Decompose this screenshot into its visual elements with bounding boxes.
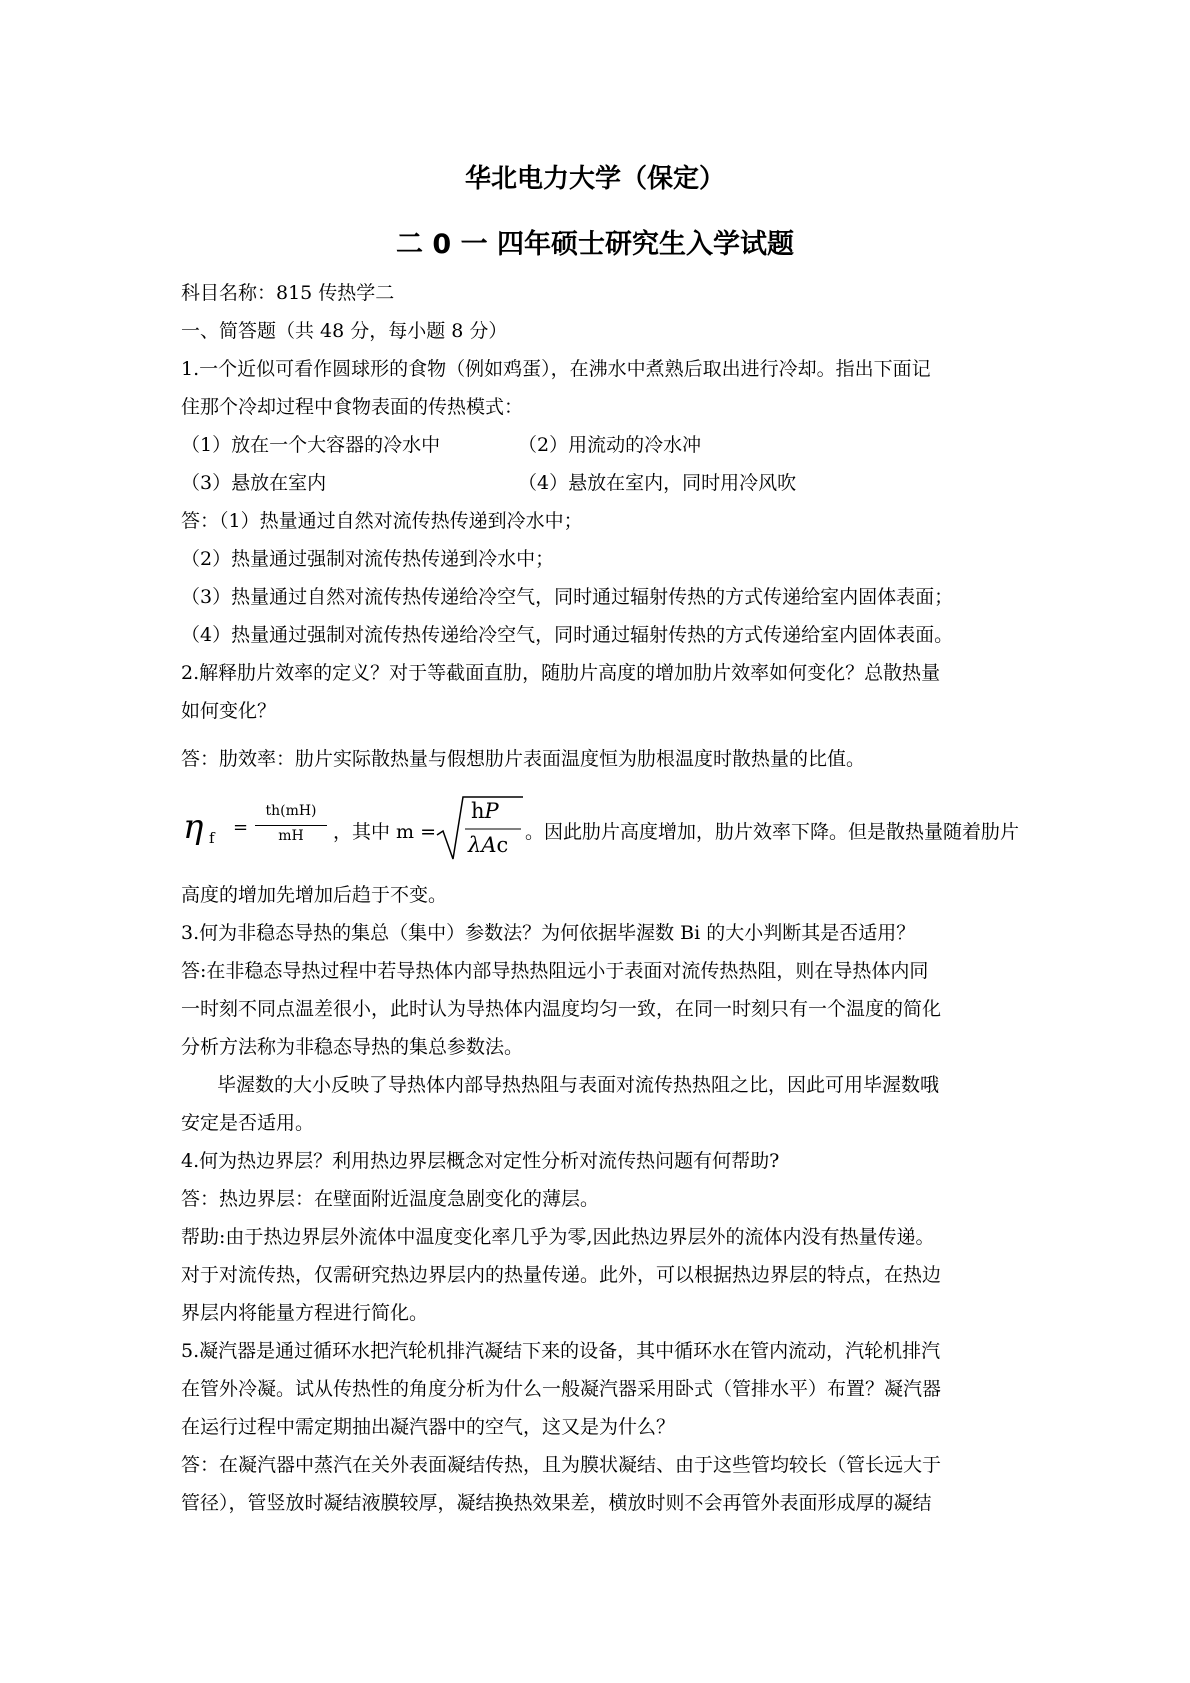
formula-after-text: 。因此肋片高度增加，肋片效率下降。但是散热量随着肋片 [525,821,1020,843]
q1-option4: （4）悬放在室内，同时用冷风吹 [518,472,797,494]
formula-mid-text: ，其中 m = [333,821,437,843]
fraction-bar [255,825,327,826]
sqrt-numerator [471,799,499,823]
q4-answer4: 界层内将能量方程进行简化。 [181,1302,429,1324]
a-symbol: A [481,833,497,857]
q5-line1: 5.凝汽器是通过循环水把汽轮机排汽凝结下来的设备，其中循环水在管内流动，汽轮机排汽 [181,1340,941,1362]
q2-line2: 如何变化？ [181,700,277,722]
eta-symbol: η [183,807,204,847]
q1-option1: （1）放在一个大容器的冷水中 [181,434,441,456]
q5-answer1: 答：在凝汽器中蒸汽在关外表面凝结传热，且为膜状凝结、由于这些管均较长（管长远大于 [181,1454,942,1476]
section-heading: 一、简答题（共 48 分，每小题 8 分） [181,320,508,342]
q2-line1: 2.解释肋片效率的定义？对于等截面直肋，随肋片高度的增加肋片效率如何变化？总散热量 [181,662,941,684]
c-symbol: c [496,833,509,857]
fraction-denominator: mH [278,828,304,844]
university-title: 华北电力大学（保定） [464,164,725,194]
q3-answer1: 答:在非稳态导热过程中若导热体内部导热热阻远小于表面对流传热热阻，则在导热体内同 [181,960,929,982]
exam-title: 二 0 一 四年硕士研究生入学试题 [396,229,794,260]
q4-line1: 4.何为热边界层？利用热边界层概念对定性分析对流传热问题有何帮助? [181,1150,780,1172]
q1-line2: 住那个冷却过程中食物表面的传热模式： [181,396,524,418]
q3-answer3: 分析方法称为非稳态导热的集总参数法。 [181,1036,524,1058]
q2-answer-end: 高度的增加先增加后趋于不变。 [181,884,448,906]
eta-subscript: f [209,829,215,847]
q5-answer2: 管径），管竖放时凝结液膜较厚，凝结换热效果差，横放时则不会再管外表面形成厚的凝结 [181,1492,932,1514]
q3-answer2: 一时刻不同点温差很小，此时认为导热体内温度均匀一致，在同一时刻只有一个温度的简化 [181,998,942,1020]
fin-efficiency-formula [181,795,1021,865]
fraction-numerator: th(mH) [265,803,317,819]
sqrt-denominator [468,833,508,857]
lambda-symbol: λ [468,833,482,857]
q1-option3: （3）悬放在室内 [181,472,327,494]
q5-line2: 在管外冷凝。试从传热性的角度分析为什么一般凝汽器采用卧式（管排水平）布置？凝汽器 [181,1378,942,1400]
q4-answer3: 对于对流传热，仅需研究热边界层内的热量传递。此外，可以根据热边界层的特点，在热边 [181,1264,942,1286]
q4-answer1: 答：热边界层：在壁面附近温度急剧变化的薄层。 [181,1188,600,1210]
q4-answer2: 帮助:由于热边界层外流体中温度变化率几乎为零,因此热边界层外的流体内没有热量传递。 [181,1226,935,1248]
q3-answer4: 毕渥数的大小反映了导热体内部导热热阻与表面对流传热热阻之比，因此可用毕渥数哦 [217,1074,940,1096]
efficiency-fraction [249,803,333,848]
q1-answer1: 答：（1）热量通过自然对流传热传递到冷水中； [181,510,583,532]
h-symbol: h [471,799,485,823]
q1-answer4: （4）热量通过强制对流传热传递给冷空气，同时通过辐射传热的方式传递给室内固体表面。 [181,624,954,646]
q3-line1: 3.何为非稳态导热的集总（集中）参数法？为何依据毕渥数 Bi 的大小判断其是否适用？ [181,922,916,944]
q1-answer3: （3）热量通过自然对流传热传递给冷空气，同时通过辐射传热的方式传递给室内固体表面； [181,586,954,608]
q3-answer5: 安定是否适用。 [181,1112,315,1134]
p-symbol: P [484,799,499,823]
q2-answer1: 答：肋效率：肋片实际散热量与假想肋片表面温度恒为肋根温度时散热量的比值。 [181,748,866,770]
q1-option2: （2）用流动的冷水冲 [518,434,702,456]
q5-line3: 在运行过程中需定期抽出凝汽器中的空气，这又是为什么？ [181,1416,676,1438]
q1-line1: 1.一个近似可看作圆球形的食物（例如鸡蛋），在沸水中煮熟后取出进行冷却。指出下面记 [181,358,931,380]
subject-name: 科目名称：815 传热学二 [181,282,395,304]
q1-answer2: （2）热量通过强制对流传热传递到冷水中； [181,548,555,570]
equals-sign: = [233,817,249,838]
